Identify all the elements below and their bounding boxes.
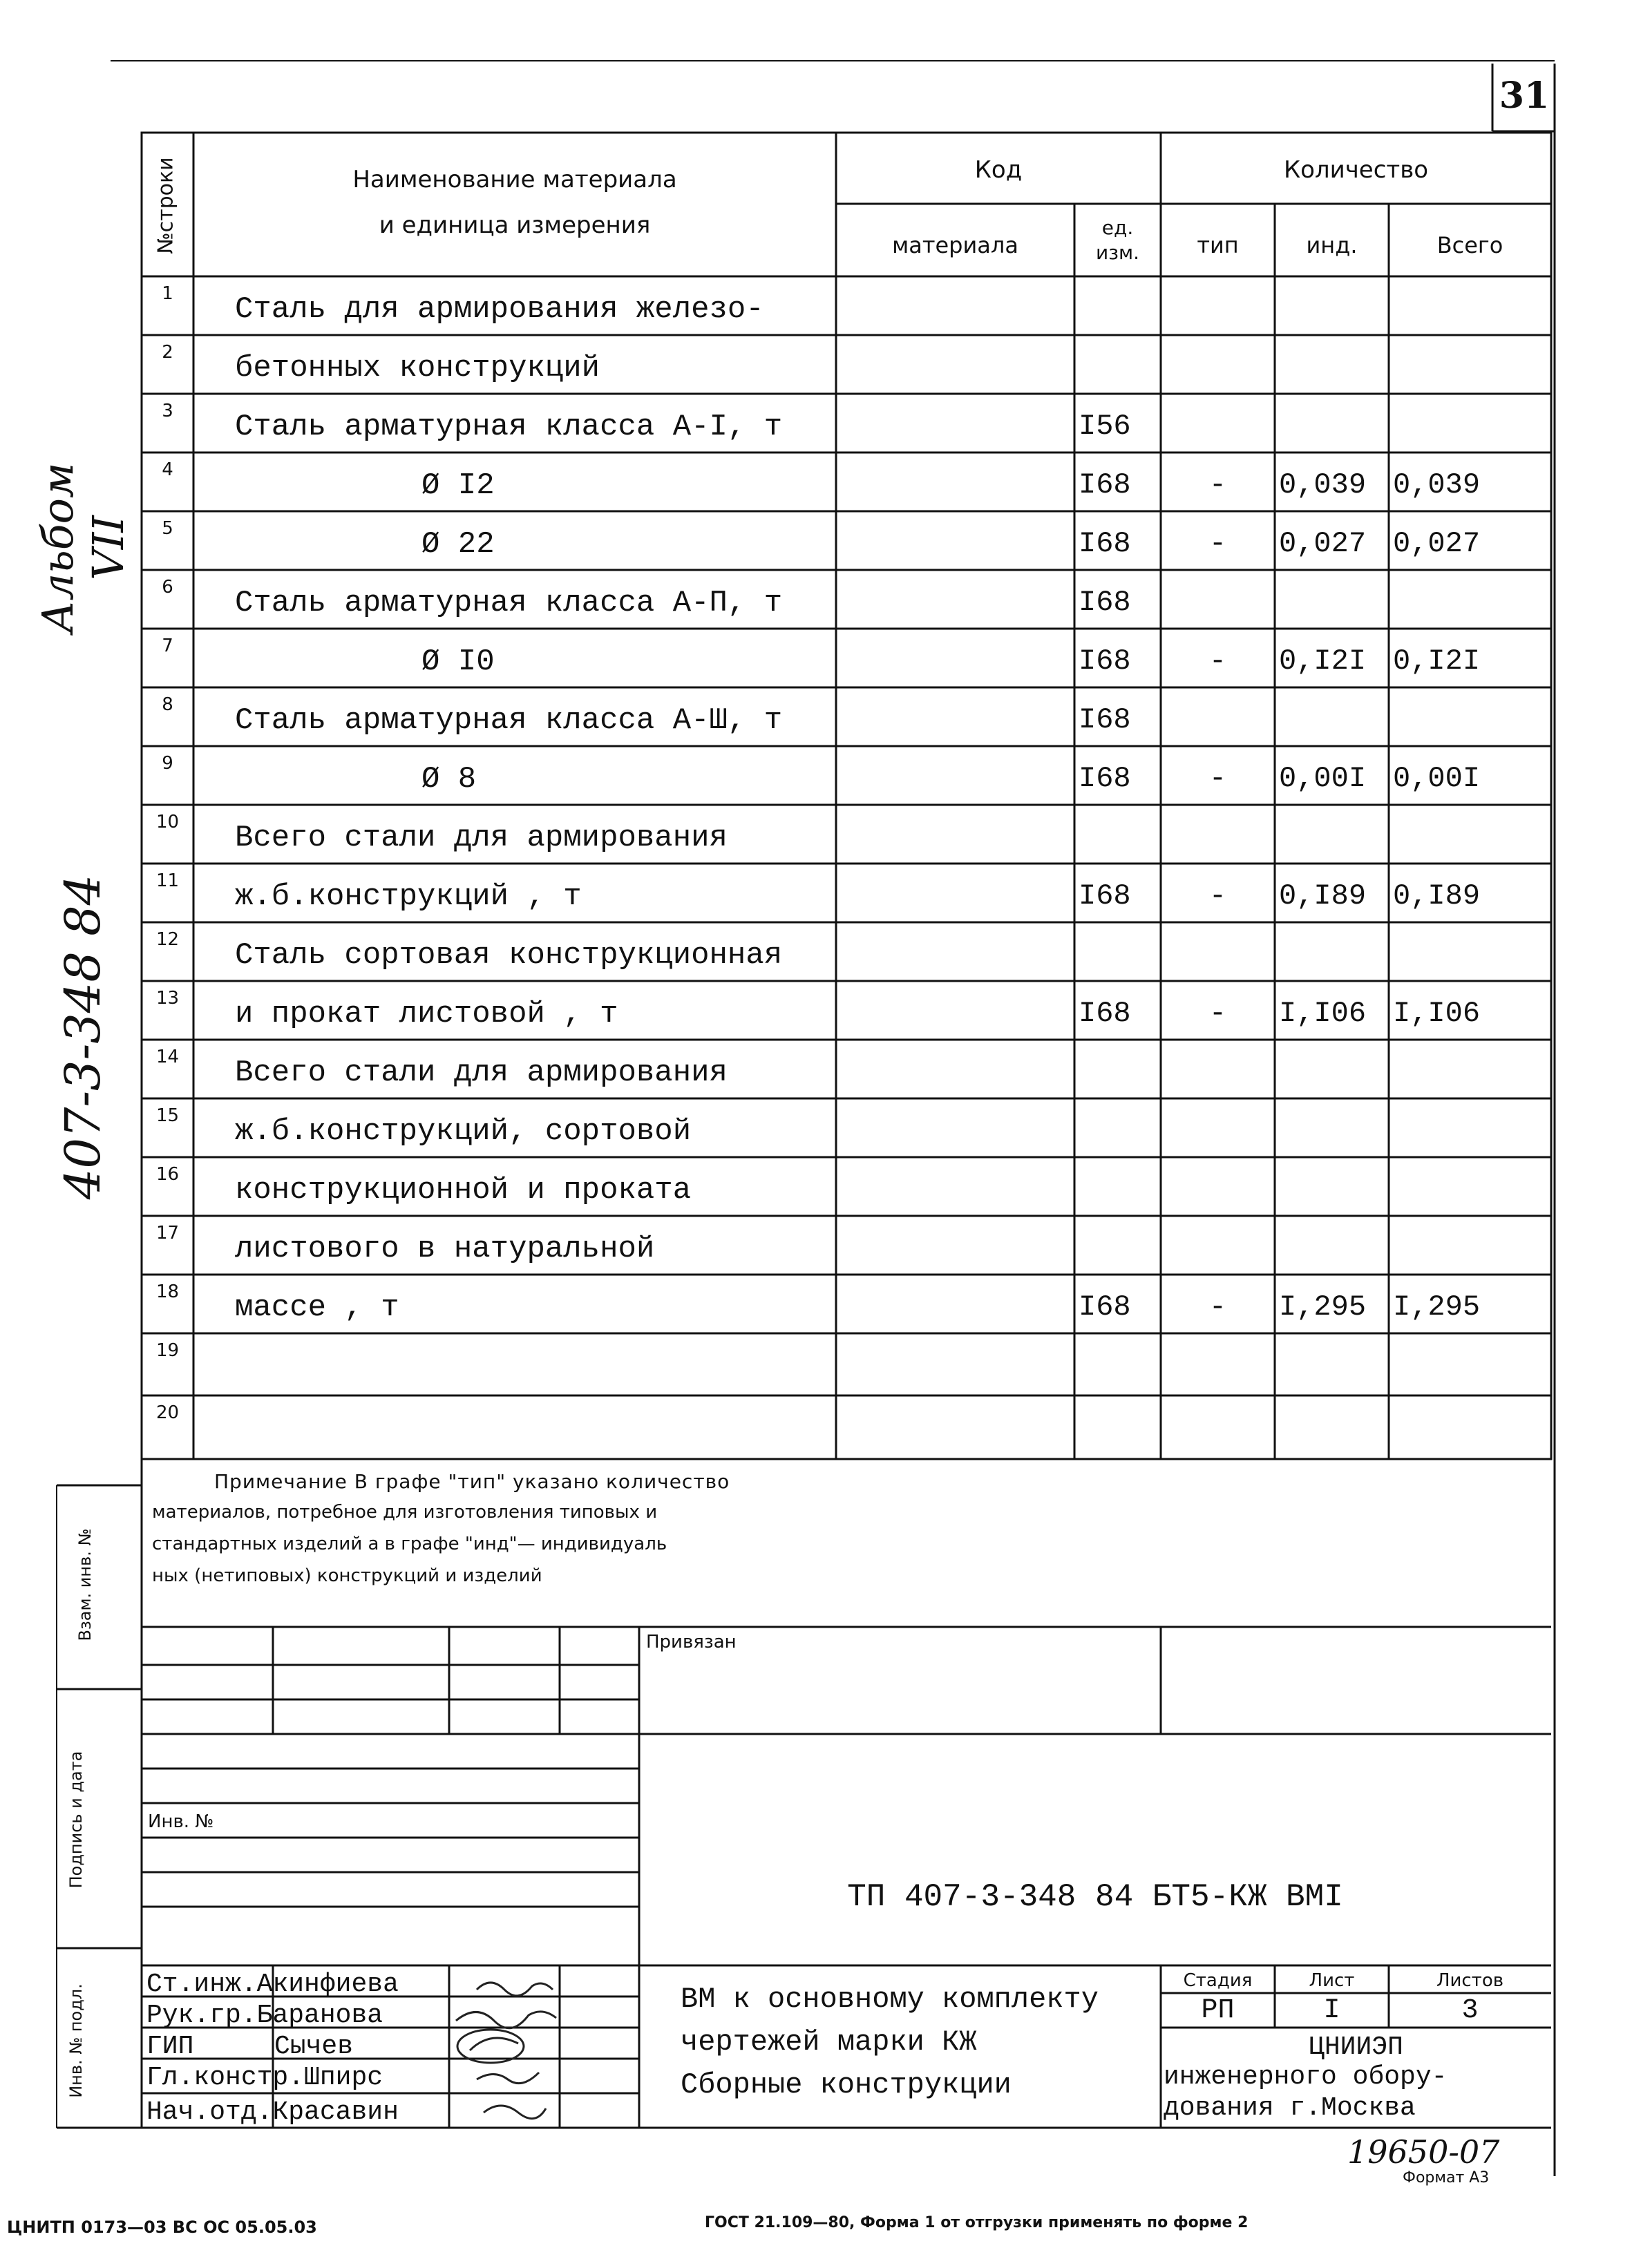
row-name: Ø I0 (421, 645, 495, 679)
header-unit: ед. изм. (1095, 216, 1140, 264)
organization-line-2: инженерного обору- (1164, 2062, 1448, 2092)
note-line-1: Примечание В графе "тип" указано количество (214, 1470, 730, 1493)
row-name: конструкционной и проката (235, 1173, 692, 1208)
row-name: Сталь сортовая конструкционная (235, 938, 783, 973)
row-unit: I68 (1079, 645, 1131, 678)
project-number-margin: 407-3-348 84 (55, 874, 111, 1200)
header-tip: тип (1197, 232, 1239, 258)
row-unit: I68 (1079, 586, 1131, 619)
signer-name: Красавин (272, 2097, 399, 2127)
signer-role: ГИП (146, 2032, 194, 2061)
row-unit: I68 (1079, 703, 1131, 736)
note-line-3: стандартных изделий а в графе "инд"— индивидуаль (152, 1534, 667, 1554)
row-total: I,I06 (1393, 997, 1481, 1030)
footer-right: ГОСТ 21.109—80, Форма 1 от отгрузки применять по форме 2 (705, 2214, 1249, 2231)
row-unit: I68 (1079, 468, 1131, 502)
sheets-value: 3 (1461, 1995, 1479, 2026)
title-line-1: ВМ к основному комплекту (681, 1983, 1099, 2016)
row-tip: - (1208, 879, 1227, 913)
row-number: 11 (155, 870, 180, 891)
page-number: 31 (1499, 75, 1550, 117)
sheet-value: I (1323, 1995, 1340, 2026)
row-number: 17 (155, 1223, 180, 1243)
row-name: Всего стали для армирования (235, 821, 728, 855)
header-quantity: Количество (1283, 156, 1429, 184)
row-number: 5 (162, 518, 173, 539)
row-tip: - (1208, 997, 1227, 1030)
row-number: 1 (162, 283, 173, 304)
signer-name: Баранова (256, 2001, 383, 2030)
privyazan-label: Привязан (646, 1632, 737, 1652)
row-number: 4 (162, 459, 173, 480)
row-unit: I56 (1079, 410, 1131, 443)
row-total: 0,00I (1393, 762, 1481, 795)
row-ind: 0,039 (1279, 468, 1367, 502)
margin-vzam-label: Взам. инв. № (75, 1528, 95, 1641)
row-ind: 0,027 (1279, 527, 1367, 560)
row-ind: I,I06 (1279, 997, 1367, 1030)
signer-role: Гл.констр. (146, 2063, 305, 2093)
row-name: Сталь для армирования железо- (235, 292, 764, 327)
stage-value: РП (1201, 1995, 1235, 2026)
note-line-4: ных (нетиповых) конструкций и изделий (152, 1565, 542, 1586)
row-unit: I68 (1079, 997, 1131, 1030)
row-number: 15 (155, 1105, 180, 1126)
row-name: Всего стали для армирования (235, 1056, 728, 1090)
signer-role: Ст.инж. (146, 1970, 257, 1999)
row-unit: I68 (1079, 762, 1131, 795)
row-total: 0,039 (1393, 468, 1481, 502)
header-material: материала (892, 232, 1018, 258)
row-number: 20 (155, 1402, 180, 1423)
handwritten-number: 19650-07 (1347, 2133, 1500, 2171)
row-tip: - (1208, 645, 1227, 678)
row-ind: 0,I2I (1279, 645, 1367, 678)
row-name: бетонных конструкций (235, 351, 600, 385)
row-number: 14 (155, 1047, 180, 1067)
row-total: 0,I2I (1393, 645, 1481, 678)
row-unit: I68 (1079, 527, 1131, 560)
sheets-label: Листов (1436, 1970, 1504, 1991)
row-number: 16 (155, 1164, 180, 1185)
row-name: Сталь арматурная класса А-Ш, т (235, 703, 783, 738)
stage-label: Стадия (1183, 1970, 1253, 1991)
row-total: 0,I89 (1393, 879, 1481, 913)
row-name: Ø I2 (421, 468, 495, 503)
row-tip: - (1208, 762, 1227, 795)
header-total: Всего (1436, 232, 1503, 258)
row-number: 19 (155, 1340, 180, 1361)
row-total: 0,027 (1393, 527, 1481, 560)
title-line-3: Сборные конструкции (681, 2068, 1012, 2102)
row-number: 3 (162, 401, 173, 421)
row-number: 9 (162, 753, 173, 774)
signer-role: Рук.гр. (146, 2001, 257, 2030)
row-number: 10 (155, 812, 180, 832)
row-name: листового в натуральной (235, 1232, 655, 1266)
document-code: ТП 407-3-348 84 БТ5-КЖ ВМI (847, 1879, 1343, 1915)
row-ind: I,295 (1279, 1290, 1367, 1324)
header-ind: инд. (1306, 232, 1358, 258)
row-name: ж.б.конструкций , т (235, 879, 582, 914)
row-number: 2 (162, 342, 173, 363)
header-code: Код (974, 156, 1023, 184)
row-unit: I68 (1079, 879, 1131, 913)
row-name: массе , т (235, 1290, 399, 1325)
row-ind: 0,I89 (1279, 879, 1367, 913)
row-unit: I68 (1079, 1290, 1131, 1324)
margin-signature-label: Подпись и дата (66, 1751, 86, 1889)
row-number: 6 (162, 577, 173, 598)
format-label: Формат А3 (1403, 2169, 1490, 2186)
album-label: Альбом VII (32, 462, 133, 633)
footer-left: ЦНИТП 0173—03 ВС ОС 05.05.03 (7, 2218, 317, 2237)
row-name: Сталь арматурная класса А-П, т (235, 586, 783, 620)
header-row-number: №строки (153, 157, 178, 254)
row-name: ж.б.конструкций, сортовой (235, 1114, 692, 1149)
row-number: 13 (155, 988, 180, 1009)
row-number: 7 (162, 636, 173, 656)
inv-number-label: Инв. № (148, 1811, 214, 1832)
row-number: 12 (155, 929, 180, 950)
header-name-line1: Наименование материала (352, 166, 677, 193)
row-name: Сталь арматурная класса А-I, т (235, 410, 783, 444)
row-ind: 0,00I (1279, 762, 1367, 795)
row-total: I,295 (1393, 1290, 1481, 1324)
margin-inv-label: Инв. № подл. (66, 1983, 86, 2098)
row-tip: - (1208, 1290, 1227, 1324)
organization-line-3: дования г.Москва (1164, 2093, 1416, 2123)
signer-name: Шпирс (304, 2063, 383, 2093)
header-name-line2: и единица измерения (379, 211, 651, 239)
organization-line-1: ЦНИИЭП (1309, 2032, 1403, 2062)
note-line-2: материалов, потребное для изготовления типовых и (152, 1502, 658, 1523)
row-name: Ø 22 (421, 527, 495, 562)
row-number: 18 (155, 1281, 180, 1302)
row-tip: - (1208, 527, 1227, 560)
signer-name: Акинфиева (256, 1970, 399, 1999)
row-tip: - (1208, 468, 1227, 502)
sheet-label: Лист (1309, 1970, 1355, 1991)
row-name: и прокат листовой , т (235, 997, 618, 1031)
signer-name: Сычев (274, 2032, 354, 2061)
row-number: 8 (162, 694, 173, 715)
row-name: Ø 8 (421, 762, 477, 797)
title-line-2: чертежей марки КЖ (681, 2026, 977, 2059)
signer-role: Нач.отд. (146, 2097, 273, 2127)
